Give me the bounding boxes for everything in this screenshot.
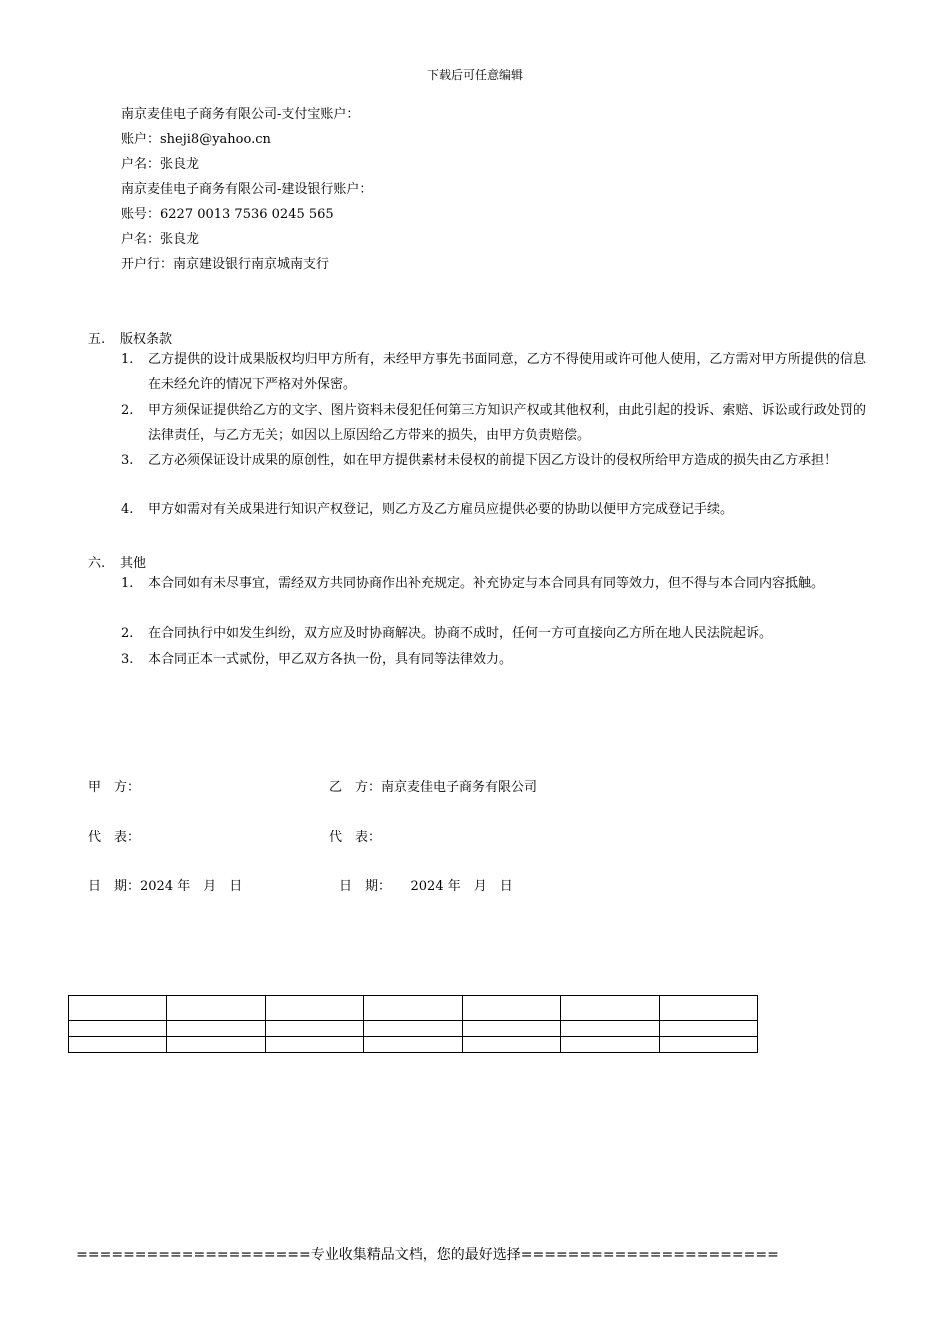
- list-item-text: 甲方须保证提供给乙方的文字、图片资料未侵犯任何第三方知识产权或其他权利，由此引起的投诉、索赔、诉讼或行政处罚的法律责任，与乙方无关；如因以上原因给乙方带来的损失，由甲方负责赔偿。: [148, 403, 866, 443]
- list-item-number: 3.: [121, 453, 134, 468]
- list-item-number: 2.: [121, 626, 134, 641]
- list-item: [121, 497, 866, 522]
- alipay-account-number: 账户：sheji8@yahoo.cn: [121, 132, 271, 147]
- date-b-label: 日 期： 2024 年 月 日: [339, 879, 513, 894]
- table-cell: [659, 996, 757, 1021]
- bank-branch: 开户行：南京建设银行南京城南支行: [121, 257, 330, 272]
- table-cell: [561, 996, 659, 1021]
- list-item: [121, 398, 866, 448]
- bank-account-number: 账号：6227 0013 7536 0245 565: [121, 207, 334, 222]
- table-row: [69, 1037, 758, 1053]
- list-item: [121, 347, 866, 397]
- blank-table: [68, 995, 758, 1053]
- page-footer: ====================专业收集精品文档，您的最好选择======================: [76, 1247, 779, 1263]
- section-title-text: 版权条款: [120, 332, 173, 347]
- table-cell: [265, 1037, 363, 1053]
- table-cell: [659, 1037, 757, 1053]
- list-item: [121, 621, 866, 646]
- table-cell: [561, 1021, 659, 1037]
- date-a-label: 日 期：2024 年 月 日: [88, 879, 243, 894]
- alipay-account-heading: 南京麦佳电子商务有限公司-支付宝账户：: [121, 107, 360, 122]
- list-item: [121, 571, 866, 596]
- party-a-label: 甲 方：: [88, 780, 141, 795]
- party-b-label: 乙 方：南京麦佳电子商务有限公司: [329, 780, 538, 795]
- table-cell: [69, 996, 167, 1021]
- bank-account-heading: 南京麦佳电子商务有限公司-建设银行账户：: [121, 182, 373, 197]
- table-cell: [462, 1021, 560, 1037]
- list-item-text: 乙方必须保证设计成果的原创性，如在甲方提供素材未侵权的前提下因乙方设计的侵权所给甲方造成的损失由乙方承担！: [148, 453, 838, 468]
- table-cell: [265, 1021, 363, 1037]
- table-cell: [462, 996, 560, 1021]
- table-cell: [167, 996, 265, 1021]
- list-item-number: 1.: [121, 352, 134, 367]
- list-item-number: 3.: [121, 652, 134, 667]
- section-number: 六.: [88, 556, 106, 571]
- list-item-text: 在合同执行中如发生纠纷，双方应及时协商解决。协商不成时，任何一方可直接向乙方所在地人民法院起诉。: [148, 626, 773, 641]
- table-cell: [167, 1037, 265, 1053]
- list-item-text: 乙方提供的设计成果版权均归甲方所有，未经甲方事先书面同意，乙方不得使用或许可他人使用，乙方需对甲方所提供的信息在未经允许的情况下严格对外保密。: [148, 352, 866, 392]
- table-cell: [462, 1037, 560, 1053]
- table-cell: [69, 1037, 167, 1053]
- list-item: [121, 448, 866, 473]
- section-other-title: [88, 552, 146, 571]
- section-number: 五.: [88, 332, 106, 347]
- table-cell: [167, 1021, 265, 1037]
- alipay-account-holder: 户名：张良龙: [121, 157, 200, 172]
- table-row: [69, 1021, 758, 1037]
- table-cell: [364, 1037, 462, 1053]
- list-item-text: 本合同如有未尽事宜，需经双方共同协商作出补充规定。补充协定与本合同具有同等效力，但不得与本合同内容抵触。: [148, 576, 825, 591]
- section-title-text: 其他: [120, 556, 147, 571]
- table-cell: [364, 1021, 462, 1037]
- table-cell: [561, 1037, 659, 1053]
- page-header: 下载后可任意编辑: [426, 68, 523, 82]
- table-cell: [265, 996, 363, 1021]
- list-item-text: 甲方如需对有关成果进行知识产权登记，则乙方及乙方雇员应提供必要的协助以便甲方完成登记手续。: [148, 502, 734, 517]
- list-item-number: 2.: [121, 403, 134, 418]
- representative-b-label: 代 表：: [329, 830, 382, 845]
- section-copyright-title: [88, 328, 172, 347]
- bank-account-holder: 户名：张良龙: [121, 232, 200, 247]
- representative-a-label: 代 表：: [88, 830, 141, 845]
- table-cell: [364, 996, 462, 1021]
- list-item-text: 本合同正本一式贰份，甲乙双方各执一份，具有同等法律效力。: [148, 652, 513, 667]
- table-row: [69, 996, 758, 1021]
- table-cell: [659, 1021, 757, 1037]
- table-cell: [69, 1021, 167, 1037]
- list-item-number: 4.: [121, 502, 134, 517]
- list-item-number: 1.: [121, 576, 134, 591]
- list-item: [121, 647, 866, 672]
